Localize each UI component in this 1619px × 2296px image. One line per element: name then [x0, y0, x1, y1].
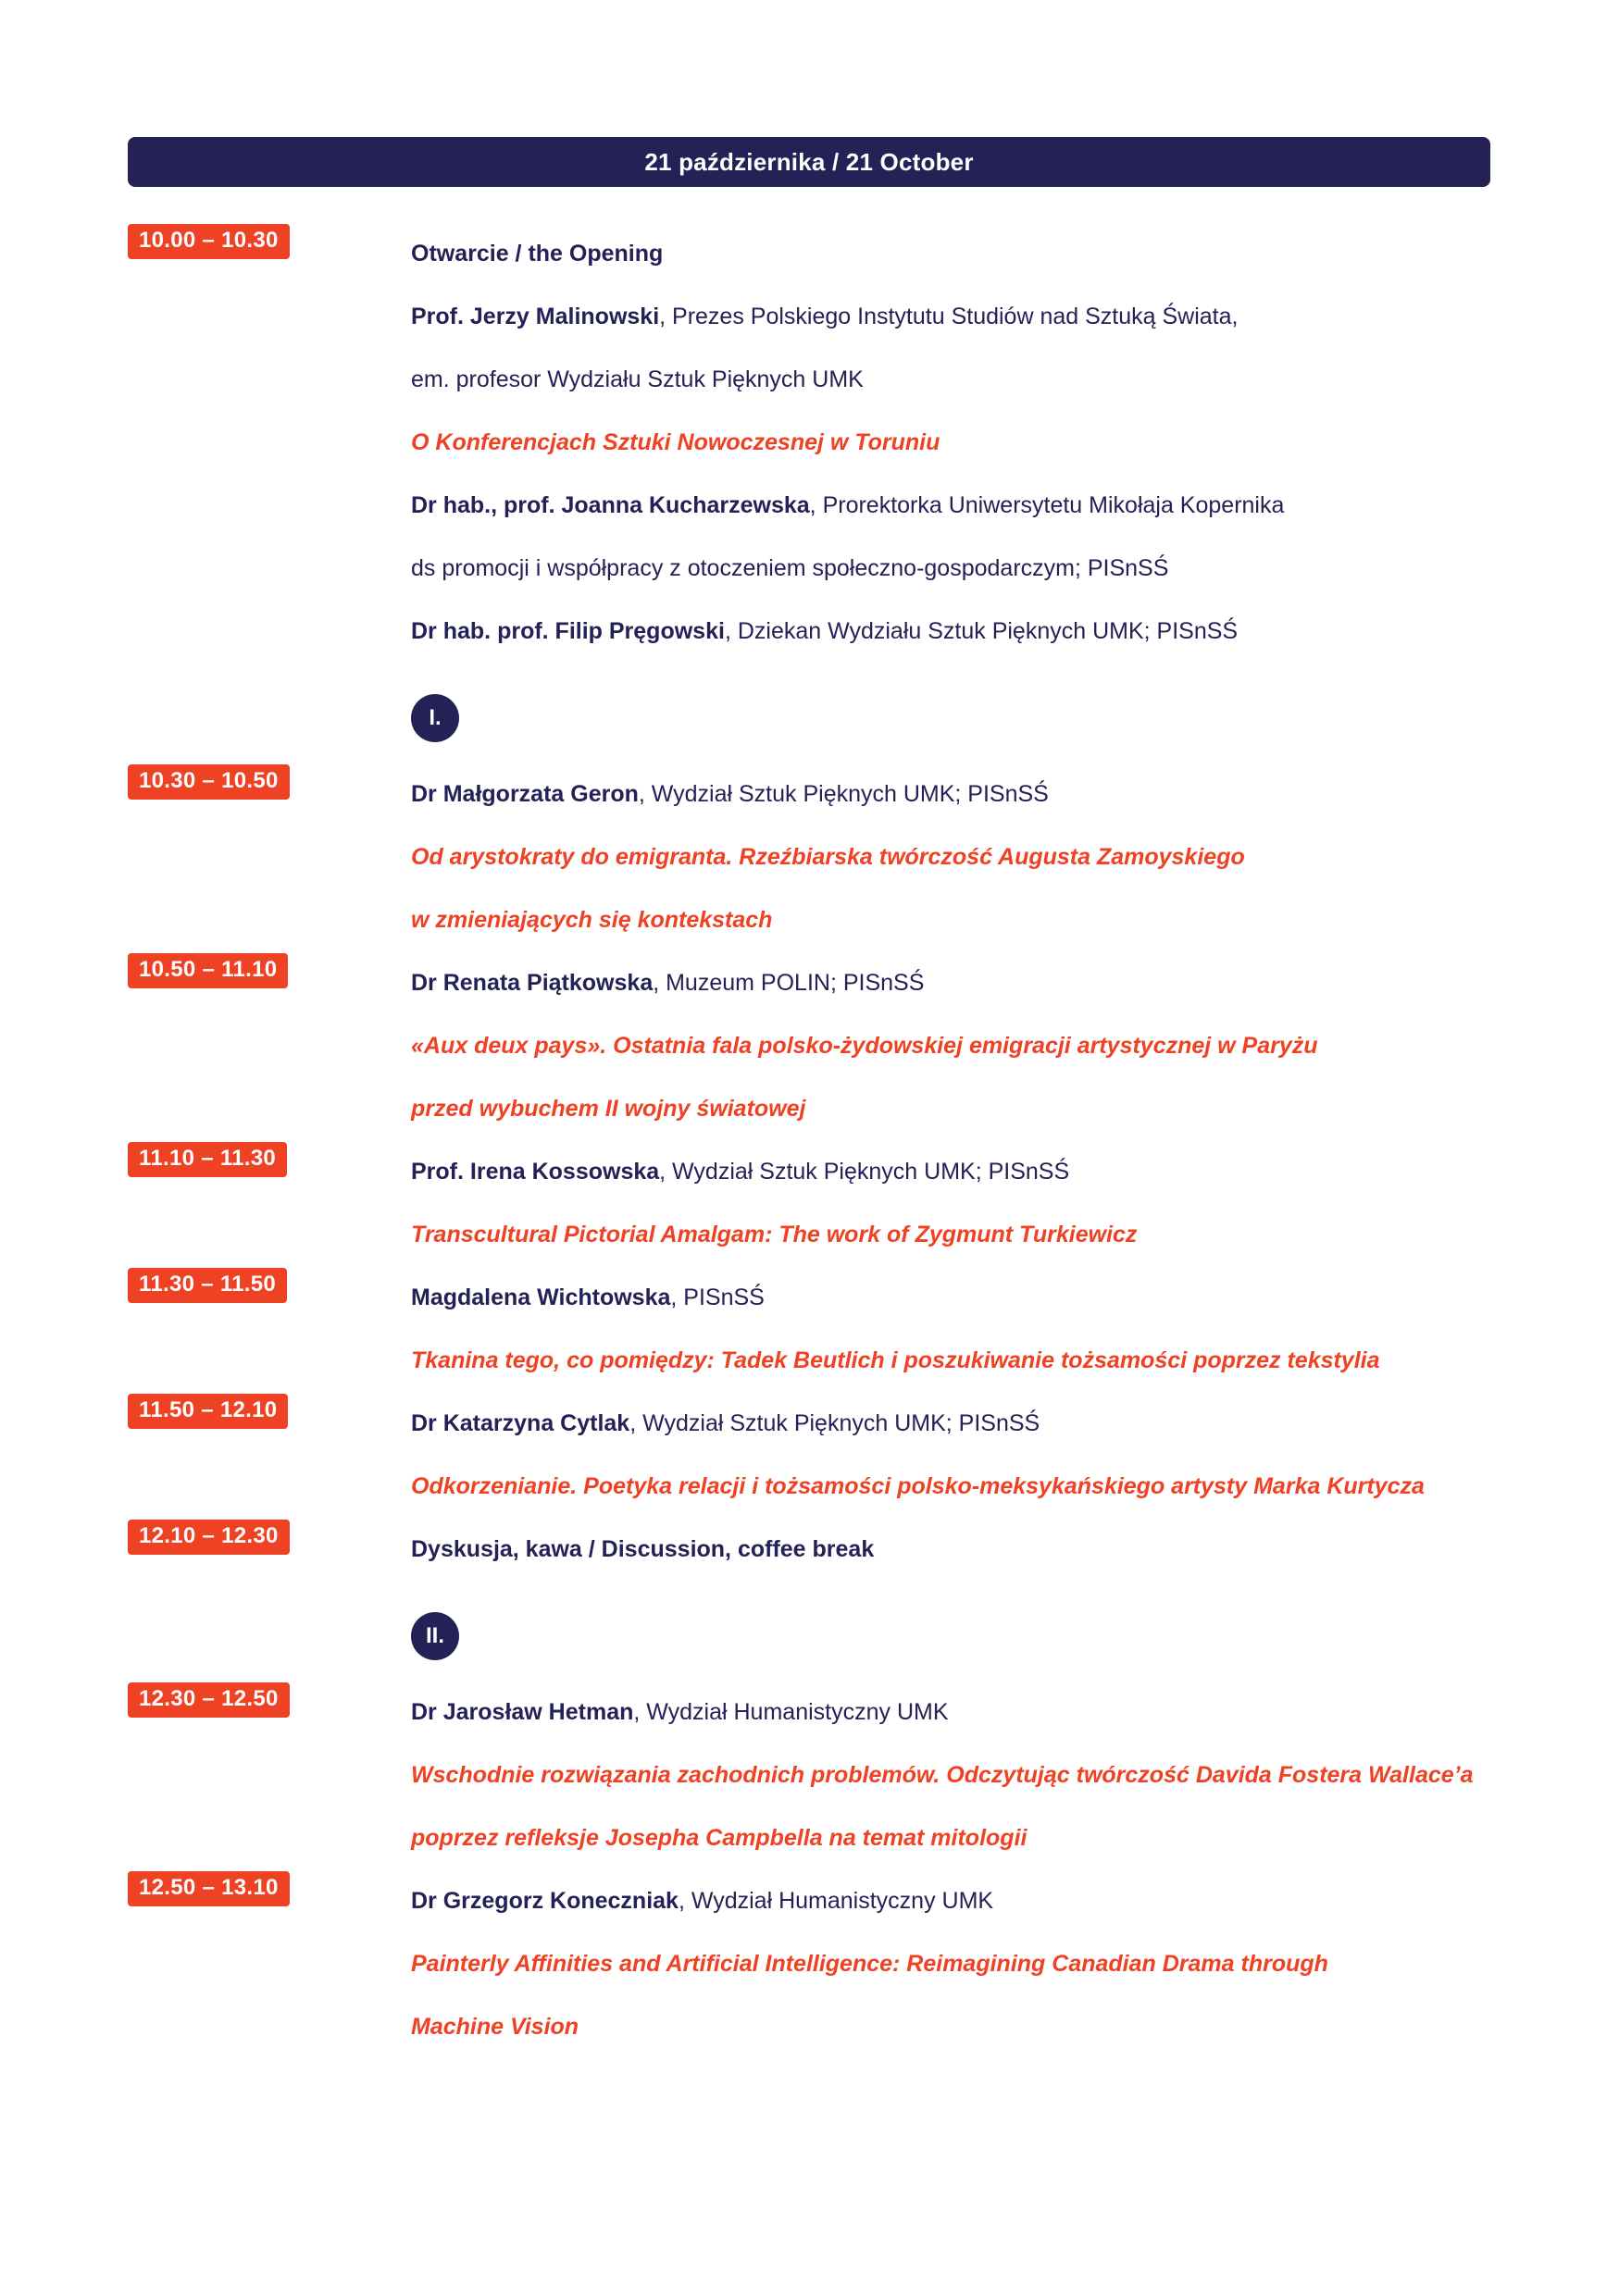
speaker-line [411, 763, 1498, 825]
entry-content [411, 1869, 1498, 2058]
speaker-line [411, 285, 1498, 348]
talk-title-line: O Konferencjach Sztuki Nowoczesnej w Toruniu [411, 429, 940, 455]
speaker-name: Magdalena Wichtowska [411, 1285, 671, 1310]
program-row [128, 1140, 1498, 1266]
entry-content [411, 1681, 1498, 1869]
speaker-affiliation: , Wydział Sztuk Pięknych UMK; PISnSŚ [659, 1159, 1070, 1185]
entry-content [411, 763, 1498, 951]
talk-title-line: Od arystokraty do emigranta. Rzeźbiarska twórczość Augusta Zamoyskiego [411, 844, 1245, 870]
speaker-affiliation: , Dziekan Wydziału Sztuk Pięknych UMK; PISnSŚ [724, 618, 1239, 644]
speaker-name: Dr Grzegorz Koneczniak [411, 1888, 679, 1914]
detail-line: em. profesor Wydziału Sztuk Pięknych UMK [411, 366, 864, 392]
speaker-affiliation: , Muzeum POLIN; PISnSŚ [653, 970, 925, 996]
speaker-line [411, 474, 1498, 537]
speaker-name: Dr Katarzyna Cytlak [411, 1410, 630, 1436]
time-column [128, 1266, 411, 1303]
time-column [128, 1140, 411, 1177]
speaker-name: Prof. Jerzy Malinowski [411, 304, 660, 329]
time-badge: 11.50 – 12.10 [128, 1394, 288, 1429]
section-marker-two-holder [411, 1612, 1498, 1660]
time-column [128, 763, 411, 800]
program-row [128, 1518, 1498, 1581]
talk-title-line: Transcultural Pictorial Amalgam: The work of Zygmunt Turkiewicz [411, 1222, 1138, 1247]
section-gap [128, 1660, 1498, 1681]
section-marker-one: I. [411, 694, 459, 742]
speaker-name: Dr hab. prof. Filip Pręgowski [411, 618, 725, 644]
speaker-name: Dr Małgorzata Geron [411, 781, 639, 807]
talk-title-line: poprzez refleksje Josepha Campbella na temat mitologii [411, 1825, 1027, 1851]
speaker-name: Dr hab., prof. Joanna Kucharzewska [411, 492, 810, 518]
talk-title-line: Painterly Affinities and Artificial Intelligence: Reimagining Canadian Drama through [411, 1951, 1328, 1977]
section-marker-two-row [128, 1612, 1498, 1660]
program-list [128, 222, 1498, 2058]
speaker-line [411, 1392, 1498, 1455]
time-badge: 10.00 – 10.30 [128, 224, 290, 259]
program-row [128, 1869, 1498, 2058]
talk-title-line: Tkanina tego, co pomiędzy: Tadek Beutlich i poszukiwanie tożsamości poprzez tekstylia [411, 1347, 1380, 1373]
time-badge: 12.50 – 13.10 [128, 1871, 290, 1906]
time-column-spacer [128, 1635, 411, 1637]
date-header-bar [128, 137, 1490, 187]
speaker-line [411, 951, 1498, 1014]
speaker-name: Dr Renata Piątkowska [411, 970, 654, 996]
talk-title-line: Odkorzenianie. Poetyka relacji i tożsamości polsko-meksykańskiego artysty Marka Kurtycza [411, 1473, 1425, 1499]
speaker-line [411, 600, 1498, 663]
time-column [128, 1518, 411, 1555]
program-row [128, 763, 1498, 951]
speaker-line [411, 1266, 1498, 1329]
time-badge: 12.10 – 12.30 [128, 1520, 290, 1555]
speaker-affiliation: , Wydział Humanistyczny UMK [633, 1699, 949, 1725]
program-row [128, 1266, 1498, 1392]
time-column [128, 1869, 411, 1906]
speaker-name: Dr Jarosław Hetman [411, 1699, 634, 1725]
time-column [128, 951, 411, 988]
talk-title-line: przed wybuchem II wojny światowej [411, 1096, 806, 1122]
section-marker-two: II. [411, 1612, 459, 1660]
speaker-affiliation: , Wydział Humanistyczny UMK [678, 1888, 994, 1914]
section-marker-one-holder [411, 694, 1498, 742]
time-badge: 11.30 – 11.50 [128, 1268, 287, 1303]
time-badge: 10.30 – 10.50 [128, 764, 290, 800]
speaker-affiliation: , Wydział Sztuk Pięknych UMK; PISnSŚ [638, 781, 1049, 807]
section-gap [128, 742, 1498, 763]
program-row [128, 1392, 1498, 1518]
time-badge: 11.10 – 11.30 [128, 1142, 287, 1177]
time-column [128, 222, 411, 259]
speaker-line [411, 1869, 1498, 1932]
speaker-affiliation: , Prezes Polskiego Instytutu Studiów nad Sztuką Świata, [659, 304, 1239, 329]
entry-heading: Dyskusja, kawa / Discussion, coffee break [411, 1536, 875, 1562]
entry-content [411, 1140, 1498, 1266]
speaker-line [411, 1140, 1498, 1203]
section-gap [128, 1581, 1498, 1612]
time-badge: 10.50 – 11.10 [128, 953, 288, 988]
time-column-spacer [128, 717, 411, 719]
detail-line: ds promocji i współpracy z otoczeniem społeczno-gospodarczym; PISnSŚ [411, 555, 1169, 581]
talk-title-line: Machine Vision [411, 2014, 579, 2040]
entry-content [411, 951, 1498, 1140]
speaker-affiliation: , PISnSŚ [670, 1285, 765, 1310]
time-column [128, 1681, 411, 1718]
section-gap [128, 663, 1498, 694]
talk-title-line: «Aux deux pays». Ostatnia fala polsko-żydowskiej emigracji artystycznej w Paryżu [411, 1033, 1318, 1059]
speaker-affiliation: , Wydział Sztuk Pięknych UMK; PISnSŚ [629, 1410, 1040, 1436]
program-row [128, 222, 1498, 663]
talk-title-line: Wschodnie rozwiązania zachodnich problemów. Odczytując twórczość Davida Fostera Wallace’a [411, 1762, 1474, 1788]
speaker-line [411, 1681, 1498, 1744]
section-marker-one-row [128, 694, 1498, 742]
talk-title-line: w zmieniających się kontekstach [411, 907, 773, 933]
program-row [128, 1681, 1498, 1869]
entry-content [411, 222, 1498, 663]
speaker-affiliation: , Prorektorka Uniwersytetu Mikołaja Kopernika [809, 492, 1285, 518]
entry-content [411, 1518, 1498, 1581]
time-badge: 12.30 – 12.50 [128, 1682, 290, 1718]
entry-content [411, 1266, 1498, 1392]
speaker-name: Prof. Irena Kossowska [411, 1159, 660, 1185]
entry-heading: Otwarcie / the Opening [411, 241, 664, 267]
program-row [128, 951, 1498, 1140]
time-column [128, 1392, 411, 1429]
entry-content [411, 1392, 1498, 1518]
date-header-label: 21 października / 21 October [644, 148, 974, 176]
